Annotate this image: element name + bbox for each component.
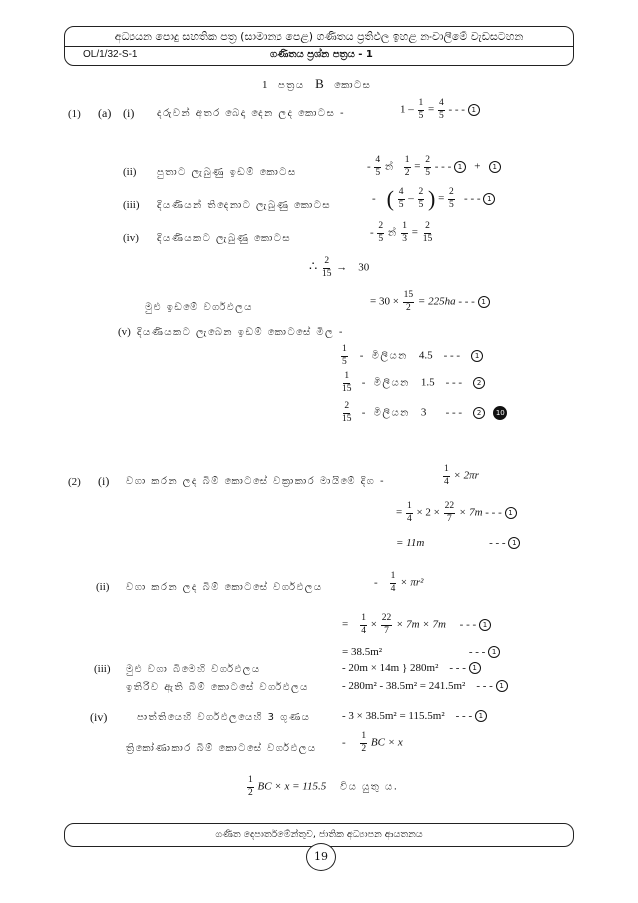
mark-icon: 1 — [483, 193, 495, 205]
price-row: $\frac{1}{15}$ - මිලියන 1.5 - - - 2 — [340, 372, 485, 394]
mark-icon: 2 — [473, 377, 485, 389]
q2-number: (2) — [68, 476, 81, 488]
q1-i-expr: 1 – $\frac{1}{5}$ = $\frac{4}{5}$ - - - 1 — [400, 99, 480, 121]
page-number: 19 — [306, 843, 336, 871]
q1-v-label: (v) — [118, 326, 131, 338]
q1-v-text: දියණියකට ලැබෙන ඉඩම් කොටසේ මිල - — [137, 327, 344, 338]
price-row: $\frac{2}{15}$ - මිලියන 3 - - - 2 10 — [340, 402, 507, 424]
q1-iii-label: (iii) — [123, 199, 140, 211]
q1-a-label: (a) — [98, 106, 112, 120]
q1-area-text: මුළු ඉඩමේ වර්ගඵලය — [145, 302, 253, 313]
q1-iv-label: (iv) — [123, 232, 139, 244]
mark-icon: 1 — [469, 662, 481, 674]
total-marks-icon: 10 — [493, 406, 507, 420]
mark-icon: 1 — [508, 537, 520, 549]
q2-i-expr: $\frac{1}{4}$ × 2πr — [444, 464, 479, 487]
q1-iii-text: දියණියන් තිදෙනාට ලැබුණු කොටස — [157, 200, 332, 211]
q1-iii-expr: - ( $\frac{4}{5}$ – $\frac{2}{5}$ ) = $\frac{2}{5}$ - - - 1 — [372, 188, 495, 210]
header-divider — [65, 46, 573, 47]
mark-icon: 1 — [489, 161, 501, 173]
footer-text: ගණිත දෙපාර්තමේන්තුව, ජාතික අධ්‍යාපන ආයතනය — [215, 829, 423, 840]
header-title: අධ්‍යයන පොදු සහතික පත්‍ර (සාමාන්‍ය පෙළ) ගණිතය ප්‍රතිඵල ඉහළ නංවාලීමේ වැඩසටහන — [114, 30, 524, 43]
q2-ii-line3: = 38.5m² - - - 1 — [342, 646, 500, 658]
q2-i-text: වගා කරන ලද බිම් කොටසේ වක්‍රාකාර මායිමේ දිග - — [126, 476, 386, 487]
mark-icon: 1 — [478, 296, 490, 308]
q2-i-line3: = 11m - - - 1 — [396, 537, 520, 549]
q2-iii-label: (iii) — [94, 663, 111, 675]
q2-iii-val1: - 20m × 14m } 280m² - - - 1 — [342, 662, 481, 674]
q2-iv-val: - 3 × 38.5m² = 115.5m² - - - 1 — [342, 710, 487, 722]
mark-icon: 1 — [471, 350, 483, 362]
q1-therefore: ∴ $\frac{2}{15}$ → 30 — [309, 256, 370, 279]
paper-code: OL/1/32-S-1 — [83, 49, 138, 60]
q2-i-line2: = $\frac{1}{4}$ × 2 × $\frac{22}{7}$ × 7m - - - 1 — [396, 502, 517, 524]
q1-area-expr: = 30 × $\frac{15}{2}$ = 225ha - - - 1 — [370, 291, 490, 313]
mark-icon: 1 — [479, 619, 491, 631]
mark-icon: 1 — [488, 646, 500, 658]
mark-icon: 1 — [475, 710, 487, 722]
header-subtitle: ගණිතය ප්‍රශ්න පත්‍රය - 1 — [270, 49, 373, 60]
header-box — [64, 26, 574, 66]
mark-icon: 1 — [454, 161, 466, 173]
q1-ii-label: (ii) — [123, 166, 137, 178]
q2-iii-text2: ඉතිරිව ඇති බිම් කොටසේ වර්ගඵලය — [126, 682, 309, 693]
mark-icon: 2 — [473, 407, 485, 419]
q1-iv-expr: - $\frac{2}{5}$ න් $\frac{1}{3}$ = $\frac{2}{15}$ — [370, 221, 433, 244]
q2-iii-text1: මුළු වගා බිමෙහි වර්ගඵලය — [126, 664, 261, 675]
q2-iii-val2: - 280m² - 38.5m² = 241.5m² - - - 1 — [342, 680, 508, 692]
mark-icon: 1 — [468, 104, 480, 116]
q1-number: (1) — [68, 108, 81, 120]
q1-ii-expr: - $\frac{4}{5}$ න් $\frac{1}{2}$ = $\frac{2}{5}$ - - - 1 + 1 — [367, 156, 501, 178]
q1-i-label: (i) — [123, 106, 135, 120]
q2-ii-line2: = $\frac{1}{4}$ × $\frac{22}{7}$ × 7m × 7m - - - 1 — [342, 614, 491, 636]
q2-final-line: $\frac{1}{2}$ BC × x = 115.5 විය යුතු ය. — [248, 775, 399, 798]
q2-iv-expr: - $\frac{1}{2}$ BC × x — [342, 731, 403, 754]
price-row: $\frac{1}{5}$ - මිලියන 4.5 - - - 1 — [340, 345, 483, 367]
q1-ii-text: පුතාට ලැබුණු ඉඩම් කොටස — [157, 167, 297, 178]
q2-ii-text: වගා කරන ලද බිම් කොටසේ වර්ගඵලය — [126, 582, 323, 593]
section-title: 1 පත්‍රය B කොටස — [262, 76, 372, 91]
mark-icon: 1 — [505, 507, 517, 519]
q2-iv-text2: ත්‍රිකෝණාකාර බිම් කොටසේ වර්ගඵලය — [126, 743, 317, 754]
q1-i-text: දරුවන් අතර බෙදා දෙන ලද කොටස - — [157, 108, 346, 119]
q1-iv-text: දියණියකට ලැබුණු කොටස — [157, 233, 292, 244]
mark-icon: 1 — [496, 680, 508, 692]
q2-iv-label: (iv) — [90, 710, 108, 724]
q2-ii-label: (ii) — [96, 581, 110, 593]
q2-ii-expr: - $\frac{1}{4}$ × πr² — [374, 571, 424, 594]
q2-iv-text: පාත්තියෙහි වර්ගඵලයෙහි 3 ගුණය — [137, 712, 311, 723]
q2-i-label: (i) — [98, 474, 110, 488]
